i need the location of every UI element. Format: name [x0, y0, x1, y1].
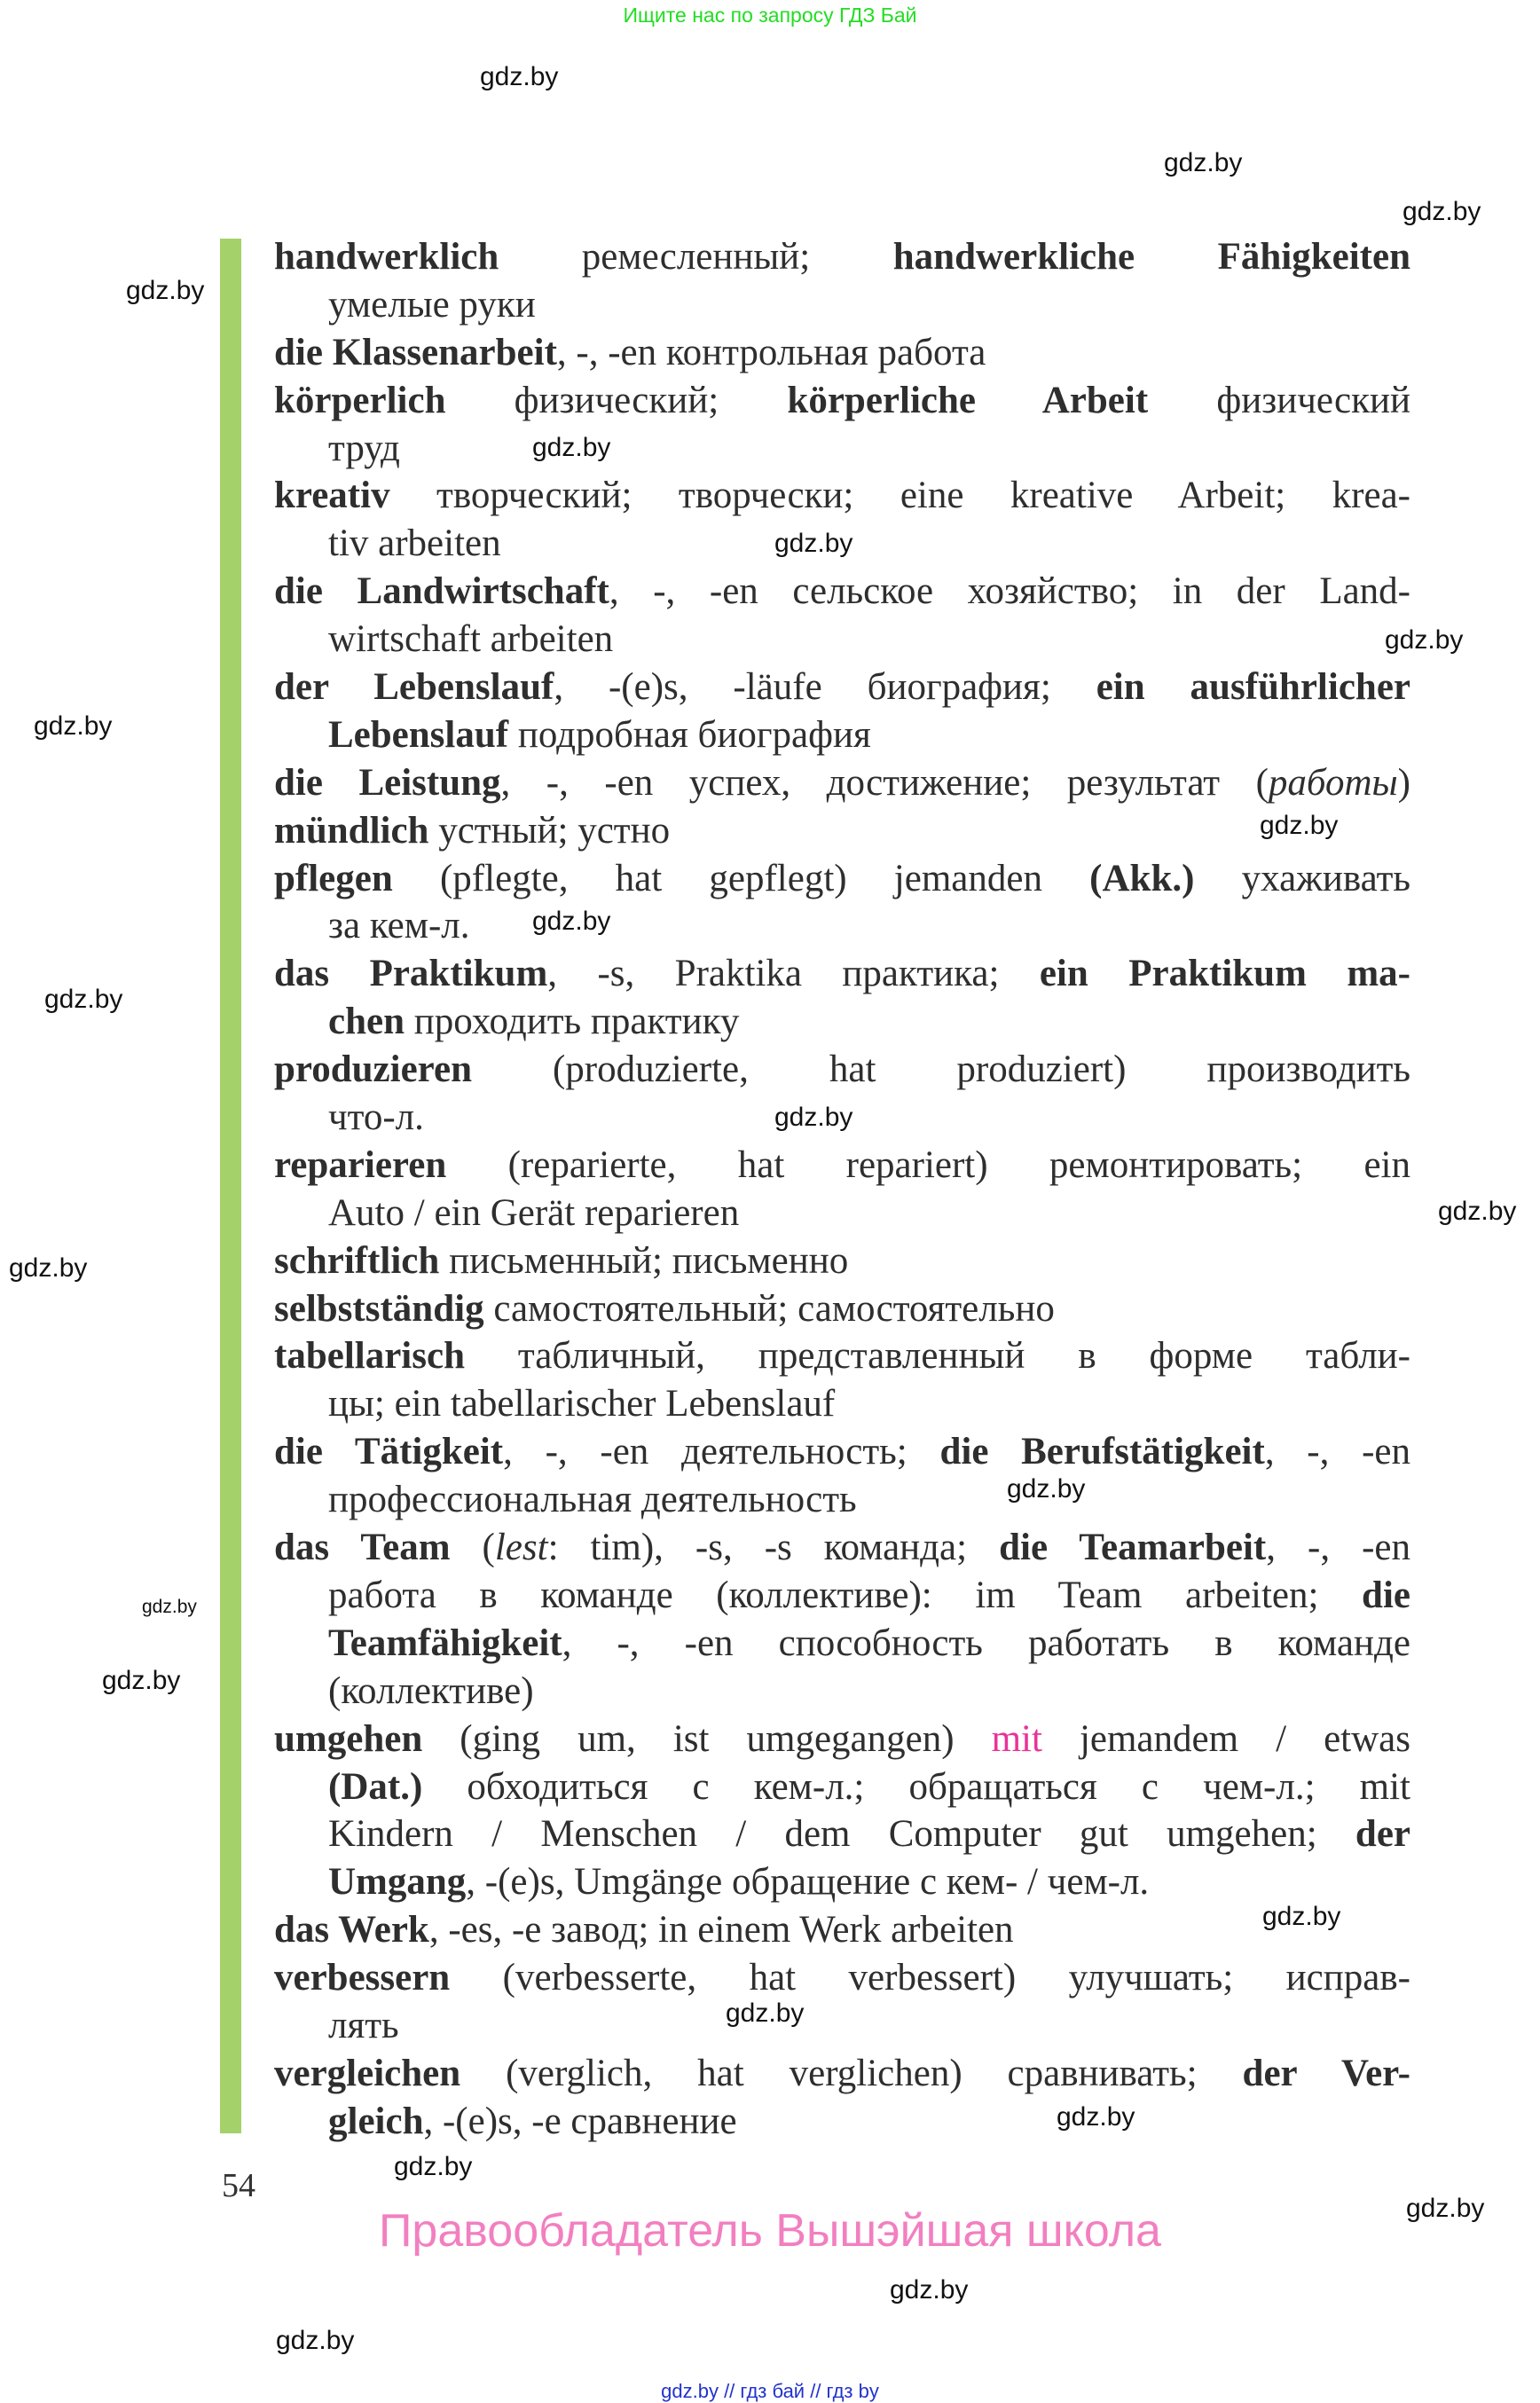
watermark: gdz.by: [1164, 148, 1243, 177]
entry-text: лять: [328, 2004, 399, 2046]
watermark: gdz.by: [532, 907, 611, 936]
entry-line: [274, 377, 1410, 425]
entry-line: [274, 998, 1410, 1046]
watermark: gdz.by: [726, 1999, 805, 2028]
entry-text: что-л.: [328, 1096, 424, 1139]
watermark: gdz.by: [34, 711, 113, 741]
headword: die Landwirtschaft: [274, 570, 609, 613]
entry-line: [274, 1572, 1410, 1620]
headword: Umgang: [328, 1861, 467, 1904]
entry-text: , -, -en успех, достижение; результат (: [500, 761, 1269, 804]
entry-line: [274, 568, 1410, 616]
entry-line: [274, 664, 1410, 711]
entry-text: , -, -en способность работать в команде: [562, 1622, 1410, 1664]
entry-text: , -(e)s, Umgänge обращение с кем- / чем-л.: [466, 1861, 1150, 1904]
entry-line: [274, 281, 1410, 329]
headword: handwerkliche Fähigkeiten: [892, 236, 1410, 278]
watermark: gdz.by: [102, 1666, 181, 1695]
headword: körperliche Arbeit: [787, 379, 1149, 421]
watermark: gdz.by: [276, 2326, 355, 2355]
headword: kreativ: [274, 475, 390, 517]
headword: die Klassenarbeit: [274, 331, 557, 373]
headword: die: [1362, 1574, 1410, 1616]
headword: die Tätigkeit: [274, 1431, 504, 1473]
entry-line: [274, 1237, 1410, 1285]
headword: chen: [328, 1001, 405, 1043]
entry-text: письменный; письменно: [439, 1239, 849, 1282]
entry-text: проходить практику: [405, 1001, 740, 1043]
watermark: gdz.by: [44, 985, 123, 1014]
headword: körperlich: [274, 379, 446, 421]
entry-line: [274, 1954, 1410, 2002]
entry-text: труд: [328, 427, 400, 469]
entry-text: умелые руки: [328, 283, 536, 326]
highlighted-preposition: mit: [991, 1717, 1042, 1760]
accent-bar: [220, 239, 241, 2133]
entry-line: [274, 1763, 1410, 1811]
entry-text: цы; ein tabellarischer Lebenslauf: [328, 1383, 836, 1425]
watermark: gdz.by: [890, 2275, 969, 2305]
page-number: 54: [222, 2167, 255, 2204]
watermark: gdz.by: [1402, 197, 1481, 226]
entry-line: [274, 2002, 1410, 2050]
entry-text: физический: [1148, 379, 1410, 421]
entry-text: , -, -en контрольная работа: [556, 331, 986, 373]
entry-text: Auto / ein Gerät reparieren: [328, 1191, 740, 1234]
entry-text: (verglich, hat verglichen) сравнивать;: [460, 2052, 1243, 2094]
headword: die Berufstätigkeit: [939, 1431, 1265, 1473]
entry-line: [274, 1142, 1410, 1190]
headword: umgehen: [274, 1717, 423, 1760]
headword: pflegen: [274, 857, 393, 899]
entry-line: [274, 807, 1410, 855]
headword: vergleichen: [274, 2052, 461, 2094]
entry-text: работа в команде (коллективе): im Team arbeiten;: [328, 1574, 1363, 1616]
vocabulary-list: [274, 233, 1410, 2146]
entry-line: [274, 759, 1410, 807]
entry-text: , -es, -e завод; in einem Werk arbeiten: [428, 1909, 1014, 1951]
entry-text: lest: [494, 1527, 548, 1569]
entry-line: [274, 425, 1410, 473]
entry-text: за кем-л.: [328, 905, 470, 947]
footer-links[interactable]: gdz.by // гдз бай // гдз by: [661, 2380, 879, 2402]
entry-text: работы: [1268, 761, 1398, 804]
entry-text: ремесленный;: [499, 236, 893, 278]
entry-line: [274, 950, 1410, 998]
headword: tabellarisch: [274, 1335, 465, 1378]
entry-text: Kindern / Menschen / dem Computer gut umgehen;: [328, 1813, 1355, 1856]
entry-line: [274, 1190, 1410, 1237]
headword: der: [1355, 1813, 1410, 1856]
entry-text: (: [450, 1527, 495, 1569]
entry-line: [274, 1620, 1410, 1668]
entry-text: подробная биография: [508, 713, 871, 756]
headword: das Praktikum: [274, 953, 548, 995]
entry-line: [274, 855, 1410, 903]
headword: ein Praktikum ma-: [1039, 953, 1410, 995]
headword: produzieren: [274, 1048, 472, 1091]
entry-line: [274, 472, 1410, 520]
headword: schriftlich: [274, 1239, 440, 1282]
entry-line: [274, 1380, 1410, 1428]
entry-text: , -, -en: [1264, 1431, 1410, 1473]
entry-text: (ging um, ist umgegangen): [422, 1717, 992, 1760]
entry-text: , -(e)s, -e сравнение: [423, 2100, 737, 2142]
entry-line: [274, 902, 1410, 950]
headword: ein ausführlicher: [1096, 666, 1410, 709]
watermark: gdz.by: [480, 62, 559, 91]
entry-text: , -(e)s, -läufe биография;: [554, 666, 1096, 709]
entry-text: табличный, представленный в форме табли-: [464, 1335, 1410, 1378]
entry-line: [274, 1046, 1410, 1094]
entry-text: (коллективе): [328, 1669, 534, 1712]
entry-line: [274, 233, 1410, 281]
entry-line: [274, 616, 1410, 664]
entry-text: , -s, Praktika практика;: [547, 953, 1040, 995]
watermark: gdz.by: [126, 276, 205, 305]
entry-line: [274, 1810, 1410, 1858]
entry-text: tiv arbeiten: [328, 522, 501, 565]
watermark: gdz.by: [1262, 1902, 1341, 1931]
watermark: gdz.by: [1007, 1474, 1086, 1504]
entry-text: (produzierte, hat produziert) производить: [471, 1048, 1410, 1091]
watermark: gdz.by: [9, 1253, 88, 1283]
entry-line: [274, 2050, 1410, 2098]
watermark: gdz.by: [1385, 625, 1464, 655]
entry-text: , -, -en деятельность;: [503, 1431, 940, 1473]
watermark: gdz.by: [1260, 811, 1339, 840]
headword: selbstständig: [274, 1287, 484, 1330]
entry-text: физический;: [445, 379, 788, 421]
entry-line: [274, 1285, 1410, 1333]
headword: Lebenslauf: [328, 713, 509, 756]
entry-text: творческий; творчески; eine kreative Arbeit; krea-: [389, 475, 1410, 517]
entry-text: ): [1397, 761, 1410, 804]
entry-text: , -, -en: [1266, 1527, 1410, 1569]
entry-line: [274, 1906, 1410, 1954]
headword: die Leistung: [274, 761, 501, 804]
headword: (Dat.): [328, 1765, 423, 1808]
entry-line: [274, 2098, 1410, 2146]
entry-line: [274, 1332, 1410, 1380]
entry-text: устный; устно: [428, 809, 671, 852]
copyright-holder: Правообладатель Вышэйшая школа: [379, 2205, 1161, 2257]
entry-text: (verbesserte, hat verbessert) улучшать; исправ-: [450, 1957, 1410, 1999]
watermark: gdz.by: [394, 2152, 473, 2181]
entry-line: [274, 1858, 1410, 1906]
watermark: gdz.by: [774, 529, 853, 558]
entry-text: ухаживать: [1194, 857, 1410, 899]
headword: handwerklich: [274, 236, 499, 278]
entry-line: [274, 1716, 1410, 1763]
entry-line: [274, 1428, 1410, 1476]
headword: der Ver-: [1242, 2052, 1410, 2094]
headword: mündlich: [274, 809, 429, 852]
watermark: gdz.by: [142, 1597, 197, 1617]
entry-line: [274, 711, 1410, 759]
watermark: gdz.by: [1057, 2102, 1135, 2132]
watermark: gdz.by: [774, 1103, 853, 1132]
headword: die Teamarbeit: [999, 1527, 1267, 1569]
watermark: gdz.by: [532, 433, 611, 462]
entry-line: [274, 329, 1410, 377]
search-hint-banner: Ищите нас по запросу ГДЗ Бай: [623, 4, 917, 27]
headword: das Team: [274, 1527, 451, 1569]
watermark: gdz.by: [1406, 2194, 1485, 2223]
headword: reparieren: [274, 1143, 447, 1186]
headword: gleich: [328, 2100, 424, 2142]
headword: Teamfähigkeit: [328, 1622, 562, 1664]
entry-line: [274, 1524, 1410, 1572]
headword: das Werk: [274, 1909, 429, 1951]
entry-text: , -, -en сельское хозяйство; in der Land-: [609, 570, 1410, 613]
entry-text: jemandem / etwas: [1041, 1717, 1410, 1760]
entry-text: : tim), -s, -s команда;: [547, 1527, 1000, 1569]
entry-line: [274, 1476, 1410, 1524]
headword: (Akk.): [1089, 857, 1195, 899]
entry-text: самостоятельный; самостоятельно: [483, 1287, 1055, 1330]
headword: verbessern: [274, 1957, 451, 1999]
entry-text: (pflegte, hat gepflegt) jemanden: [392, 857, 1090, 899]
entry-text: профессиональная деятельность: [328, 1479, 857, 1521]
entry-text: wirtschaft arbeiten: [328, 618, 614, 661]
watermark: gdz.by: [1438, 1197, 1517, 1226]
entry-line: [274, 1668, 1410, 1716]
entry-text: обходиться с кем-л.; обращаться с чем-л.; mit: [422, 1765, 1410, 1808]
headword: der Lebenslauf: [274, 666, 554, 709]
entry-text: (reparierte, hat repariert) ремонтировать; ein: [446, 1143, 1410, 1186]
